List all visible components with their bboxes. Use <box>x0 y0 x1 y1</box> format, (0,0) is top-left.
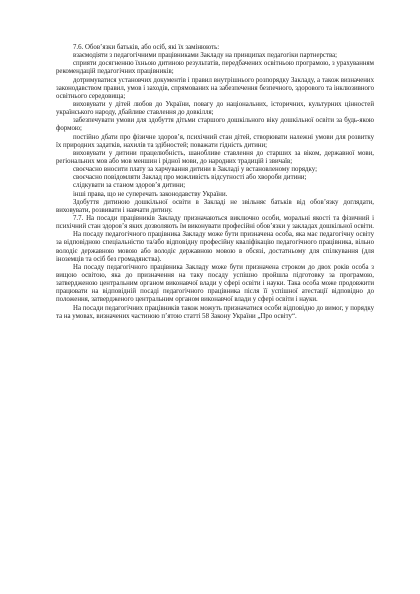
duty-item: слідкувати за станом здоров’я дитини; <box>73 182 186 190</box>
document-page <box>56 44 374 321</box>
duty-item: забезпечувати умови для здобуття дітьми старшого дошкільного віку дошкільної освіти за будь-якою формою; <box>56 117 374 133</box>
body-paragraph: На посаду педагогічного працівника Закладу може бути призначена особа, яка має педагогічну освіту за відповідною спеціальністю та/або відповідну професійну кваліфікацію педагогічного працівника, вільно володіє державною мовою або володіє державною мовою в обсязі, достатньому для спілкування (для іноземців та осіб без громадянства). <box>56 231 374 263</box>
duty-item: інші права, що не суперечать законодавству України. <box>73 190 228 198</box>
duty-item: своєчасно повідомляти Заклад про можливість відсутності або хвороби дитини; <box>73 174 307 182</box>
duty-item: виховувати у дитини працелюбність, шанобливе ставлення до старших за віком, державної мови, регіональних мов або мов меншин і рідної мови, до народних традицій і звичаїв; <box>56 149 374 165</box>
body-paragraph: Здобуття дитиною дошкільної освіти в Закладі не звільняє батьків від обов’язку доглядати, виховувати, розвивати і навчати дитину. <box>56 198 374 214</box>
section-paragraph-7-7: 7.7. На посади працівників Закладу призначаються виключно особи, моральні якості та фізичний і психічний стан здоров’я яких дозволяють їм виконувати професійні обов’язки у закладах дошкільної освіти. <box>56 214 375 231</box>
duty-item: дотримуватися установчих документів і правил внутрішнього розпорядку Закладу, а також визначених законодавством правил, умов і заходів, спрямованих на забезпечення безпечного, здорового та інклюзивного освітнього середовища; <box>56 76 374 100</box>
duty-item: своєчасно вносити плату за харчування дитини в Закладі у встановленому порядку; <box>73 166 317 174</box>
duty-item: постійно дбати про фізичне здоров’я, психічний стан дітей, створювати належні умови для розвитку їх природних задатків, нахилів та здібностей; поважати гідність дитини; <box>56 133 374 149</box>
duty-item: взаємодіяти з педагогічними працівниками Закладу на принципах педагогіки партнерства; <box>73 52 338 60</box>
section-heading-7-6: 7.6. Обов’язки батьків, або осіб, які їх замінюють: <box>73 44 220 51</box>
duty-item: виховувати у дітей любов до України, повагу до національних, історичних, культурних цінностей українського народу, дбайливе ставлення до довкілля; <box>56 100 374 117</box>
body-paragraph: На посади педагогічних працівників також можуть призначатися особи відповідно до вимог, у порядку та на умовах, визначених частиною п’ятою статті 58 Закону України „Про освіту“. <box>56 304 374 320</box>
duty-item: сприяти досягненню їхньою дитиною результатів, передбачених освітньою програмою, з урахуванням рекомендацій педагогічних працівників; <box>56 60 374 76</box>
body-paragraph: На посаду педагогічного працівника Закладу може бути призначена строком до двох років особа з вищою освітою, яка до призначення на таку посаду успішно пройшла підготовку за програмою, затвердженою центральним органом виконавчої влади у сфері освіти і науки. Така особа може продовжити працювати на відповідній посаді педагогічного працівника після її успішної атестації відповідно до положення, затвердженого центральним органом виконавчої влади у сфері освіти і науки. <box>56 263 374 304</box>
